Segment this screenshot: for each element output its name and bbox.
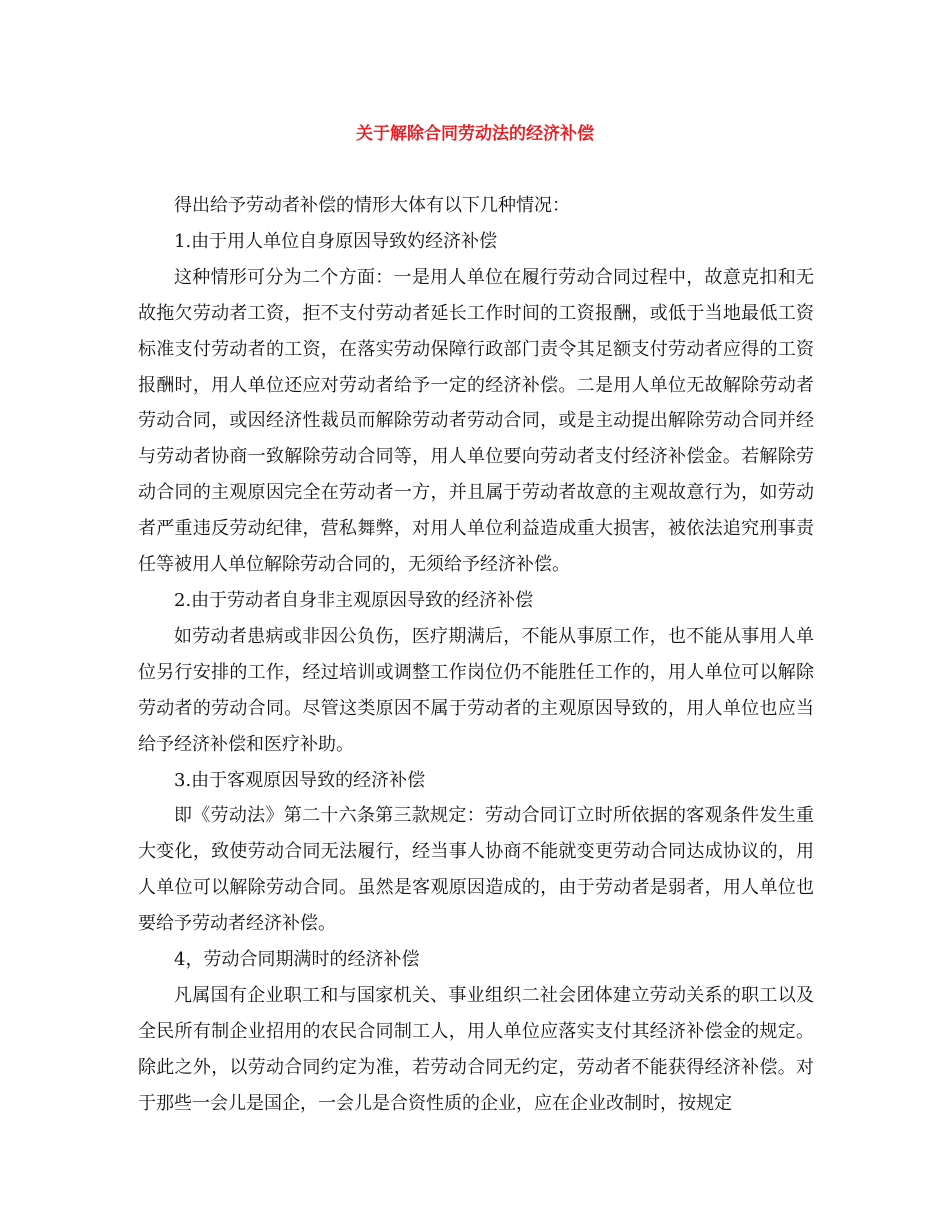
paragraph-section-1: 这种情形可分为二个方面：一是用人单位在履行劳动合同过程中，故意克扣和无故拖欠劳动者工资，拒不支付劳动者延长工作时间的工资报酬，或低于当地最低工资标准支付劳动者的工资，在落实劳动保障行政部门责令其足额支付劳动者应得的工资报酬时，用人单位还应对劳动者给予一定的经济补偿。二是用人单位无故解除劳动者劳动合同，或因经济性裁员而解除劳动者劳动合同，或是主动提出解除劳动合同并经与劳动者协商一致解除劳动合同等，用人单位要向劳动者支付经济补偿金。若解除劳动合同的主观原因完全在劳动者一方，并且属于劳动者故意的主观故意行为，如劳动者严重违反劳动纪律，营私舞弊，对用人单位利益造成重大损害，被依法追究刑事责任等被用人单位解除劳动合同的，无须给予经济补偿。 xyxy=(138,266,814,576)
section-heading-2: 2.由于劳动者自身非主观原因导致的经济补偿 xyxy=(174,589,534,611)
paragraph-section-4: 凡属国有企业职工和与国家机关、事业组织二社会团体建立劳动关系的职工以及全民所有制企业招用的农民合同制工人，用人单位应落实支付其经济补偿金的规定。除此之外，以劳动合同约定为准，若劳动合同无约定，劳动者不能获得经济补偿。对于那些一会儿是国企，一会儿是合资性质的企业，应在企业改制时，按规定 xyxy=(138,984,814,1114)
paragraph-section-3: 即《劳动法》第二十六条第三款规定：劳动合同订立时所依据的客观条件发生重大变化，致使劳动合同无法履行，经当事人协商不能就变更劳动合同达成协议的，用人单位可以解除劳动合同。虽然是客观原因造成的，由于劳动者是弱者，用人单位也要给予劳动者经济补偿。 xyxy=(138,805,814,935)
section-heading-3: 3.由于客观原因导致的经济补偿 xyxy=(174,769,426,791)
paragraph-intro: 得出给予劳动者补偿的情形大体有以下几种情况： xyxy=(174,195,570,216)
section-heading-4: 4，劳动合同期满时的经济补偿 xyxy=(174,949,420,971)
document-title: 关于解除合同劳动法的经济补偿 xyxy=(356,124,594,144)
section-heading-1: 1.由于用人单位自身原因导致妁经济补偿 xyxy=(174,230,498,252)
paragraph-section-2: 如劳动者患病或非因公负伤，医疗期满后，不能从事原工作，也不能从事用人单位另行安排的工作，经过培训或调整工作岗位仍不能胜任工作的，用人单位可以解除劳动者的劳动合同。尽管这类原因不属于劳动者的主观原因导致的，用人单位也应当给予经济补偿和医疗补助。 xyxy=(138,625,814,755)
document-body xyxy=(138,188,814,1122)
